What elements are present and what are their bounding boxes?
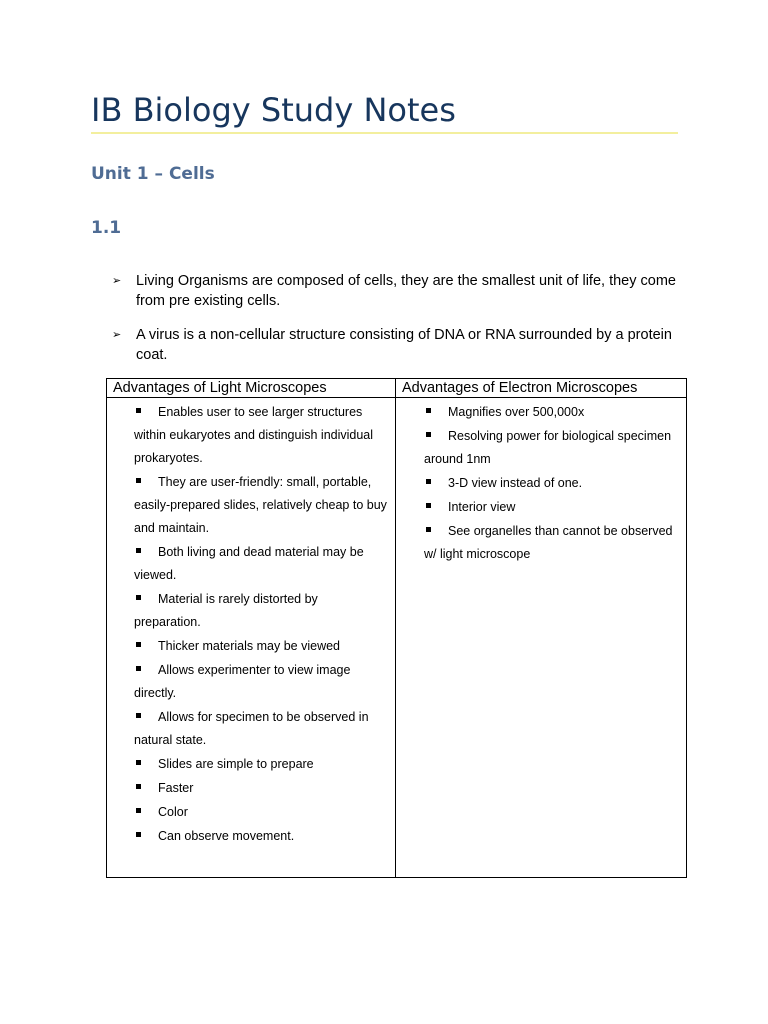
light-microscope-header: Advantages of Light Microscopes [107,379,396,398]
list-item: See organelles than cannot be observed w/ light microscope [424,524,673,561]
list-item: Slides are simple to prepare [134,753,387,776]
arrow-bullet-icon: ➢ [112,274,122,287]
list-item: Can observe movement. [134,825,387,848]
square-bullet-icon [426,408,431,413]
list-item: Thicker materials may be viewed [134,635,387,658]
square-bullet-icon [136,595,141,600]
bullet-item [112,325,682,365]
square-bullet-icon [136,784,141,789]
square-bullet-icon [136,642,141,647]
list-item: Magnifies over 500,000x [424,401,678,424]
list-item: Allows experimenter to view image directly. [134,663,351,700]
light-advantages-list [135,401,387,848]
square-bullet-icon [426,527,431,532]
electron-advantages-list [424,401,678,566]
square-bullet-icon [136,408,141,413]
square-bullet-icon [136,808,141,813]
square-bullet-icon [136,666,141,671]
document-title: IB Biology Study Notes [91,91,456,129]
list-item: Color [134,801,387,824]
square-bullet-icon [136,832,141,837]
list-item: Enables user to see larger structures within eukaryotes and distinguish individual prokaryotes. [134,405,374,465]
square-bullet-icon [136,548,141,553]
list-item: Allows for specimen to be observed in natural state. [134,710,369,747]
square-bullet-icon [136,760,141,765]
bullet-text: Living Organisms are composed of cells, they are the smallest unit of life, they come from pre existing cells. [136,273,676,309]
square-bullet-icon [426,503,431,508]
arrow-bullet-icon: ➢ [112,328,122,341]
bullet-item [112,271,682,311]
table-header-row [107,379,687,398]
table-body-row [107,398,687,878]
light-advantages-cell [107,398,396,878]
list-item: Both living and dead material may be viewed. [134,545,364,582]
square-bullet-icon [136,713,141,718]
list-item: Material is rarely distorted by preparation. [134,592,318,629]
list-item: They are user-friendly: small, portable, easily-prepared slides, relatively cheap to buy and maintain. [134,475,387,535]
list-item: Interior view [424,496,678,519]
electron-microscope-header: Advantages of Electron Microscopes [396,379,687,398]
square-bullet-icon [136,478,141,483]
microscope-advantages-table [106,378,687,878]
list-item: 3-D view instead of one. [424,472,678,495]
list-item: Faster [134,777,387,800]
square-bullet-icon [426,479,431,484]
list-item: Resolving power for biological specimen around 1nm [424,429,672,466]
electron-advantages-cell [396,398,687,878]
title-underline [91,132,678,134]
unit-heading: Unit 1 – Cells [91,164,215,184]
square-bullet-icon [426,432,431,437]
bullet-text: A virus is a non-cellular structure consisting of DNA or RNA surrounded by a protein coat. [136,327,672,363]
section-heading: 1.1 [91,218,122,238]
